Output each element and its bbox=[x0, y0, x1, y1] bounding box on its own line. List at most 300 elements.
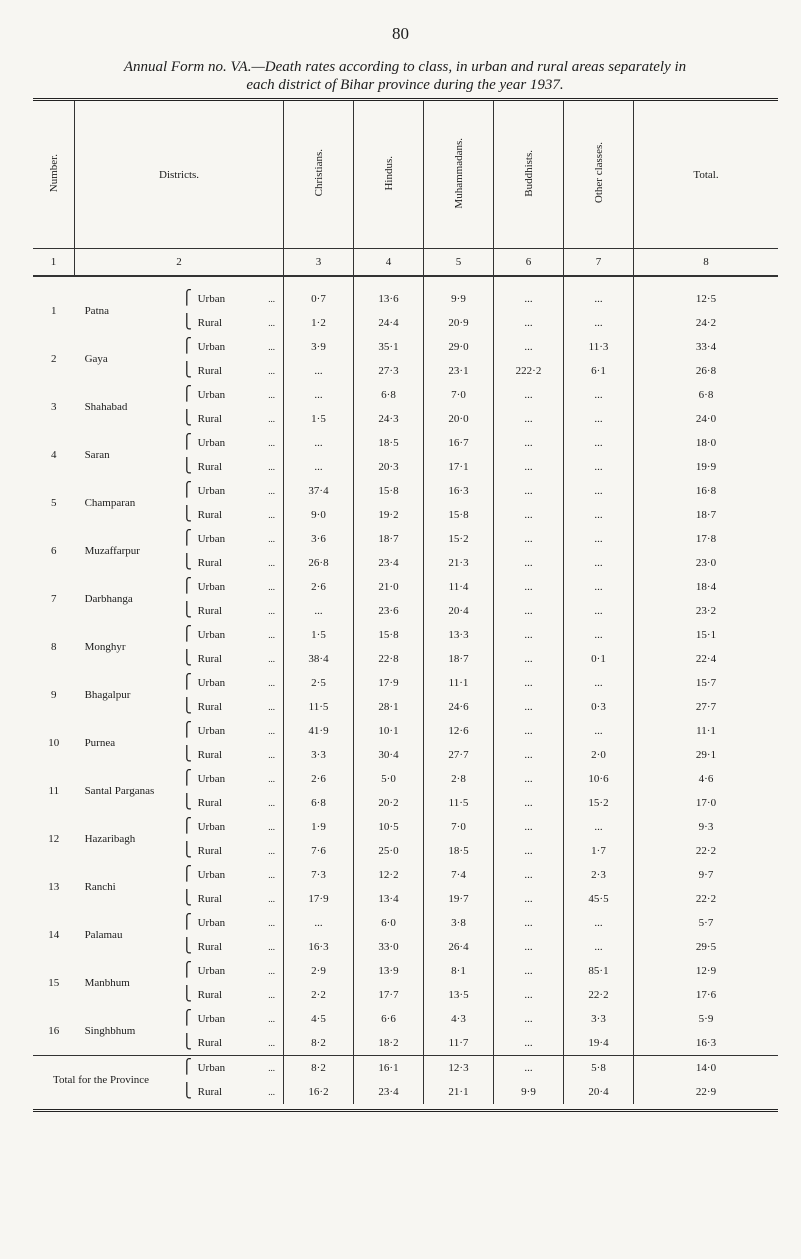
rate-cell: 4·3 bbox=[424, 1007, 494, 1031]
spacer-cell bbox=[564, 276, 634, 287]
row-number: 15 bbox=[48, 977, 60, 989]
rate-cell: 9·0 bbox=[284, 503, 354, 527]
leader-dots: ... bbox=[268, 990, 275, 1000]
page-number: 80 bbox=[392, 24, 409, 43]
rate-cell: 29·0 bbox=[424, 335, 494, 359]
rate-cell: 18·7 bbox=[354, 527, 424, 551]
rate-cell: 19·7 bbox=[424, 887, 494, 911]
rate-cell: 23·4 bbox=[354, 551, 424, 575]
leader-dots: ... bbox=[268, 798, 275, 808]
leader-dots: ... bbox=[268, 918, 275, 928]
column-number: 6 bbox=[494, 249, 564, 277]
rate-cell: 22·2 bbox=[634, 887, 779, 911]
rate-cell: 0·7 bbox=[284, 287, 354, 311]
rate-cell: 1·7 bbox=[564, 839, 634, 863]
brace-glyph: ⎧ bbox=[181, 627, 193, 642]
leader-dots: ... bbox=[268, 582, 275, 592]
area-type-label: Rural bbox=[197, 1086, 223, 1098]
area-type-cell bbox=[181, 383, 284, 407]
rate-cell: 10·6 bbox=[564, 767, 634, 791]
rate-cell: 21·1 bbox=[424, 1080, 494, 1104]
brace-glyph: ⎧ bbox=[181, 291, 193, 306]
rate-cell: ... bbox=[564, 527, 634, 551]
rate-cell: ... bbox=[494, 623, 564, 647]
rate-cell: 18·4 bbox=[634, 575, 779, 599]
rate-cell: 13·5 bbox=[424, 983, 494, 1007]
rate-cell: 27·7 bbox=[424, 743, 494, 767]
rate-cell: 13·9 bbox=[354, 959, 424, 983]
column-header-label: Muhammadans. bbox=[452, 137, 465, 209]
row-number: 9 bbox=[51, 689, 57, 701]
rate-cell: 6·1 bbox=[564, 359, 634, 383]
brace-glyph: ⎧ bbox=[181, 339, 193, 354]
rate-cell: 17·7 bbox=[354, 983, 424, 1007]
rate-cell: ... bbox=[494, 479, 564, 503]
column-header bbox=[75, 101, 284, 249]
area-type-label: Rural bbox=[197, 941, 223, 953]
rate-cell: 23·1 bbox=[424, 359, 494, 383]
area-type-label: Urban bbox=[197, 1013, 226, 1025]
rate-cell: 33·4 bbox=[634, 335, 779, 359]
rate-cell: 26·8 bbox=[634, 359, 779, 383]
district-name: Patna bbox=[84, 305, 110, 317]
area-type-cell bbox=[181, 863, 284, 887]
district-name: Hazaribagh bbox=[84, 833, 136, 845]
rate-cell: 16·7 bbox=[424, 431, 494, 455]
district-name: Manbhum bbox=[84, 977, 130, 989]
rate-cell: 4·6 bbox=[634, 767, 779, 791]
area-type-cell bbox=[181, 791, 284, 815]
rate-cell: ... bbox=[564, 623, 634, 647]
rate-cell: 45·5 bbox=[564, 887, 634, 911]
column-header bbox=[424, 101, 494, 249]
leader-dots: ... bbox=[268, 966, 275, 976]
area-type-cell bbox=[181, 1031, 284, 1056]
rate-cell: 15·1 bbox=[634, 623, 779, 647]
rate-cell: 1·5 bbox=[284, 623, 354, 647]
rate-cell: 4·5 bbox=[284, 1007, 354, 1031]
area-type-cell bbox=[181, 743, 284, 767]
rate-cell: ... bbox=[494, 959, 564, 983]
rate-cell: 12·2 bbox=[354, 863, 424, 887]
rate-cell: 2·2 bbox=[284, 983, 354, 1007]
table-row-urban bbox=[33, 623, 778, 647]
brace-glyph: ⎩ bbox=[181, 891, 193, 906]
area-type-label: Rural bbox=[197, 845, 223, 857]
rate-cell: ... bbox=[284, 599, 354, 623]
leader-dots: ... bbox=[268, 774, 275, 784]
brace-glyph: ⎩ bbox=[181, 411, 193, 426]
table-row-urban bbox=[33, 1056, 778, 1081]
rate-cell: 35·1 bbox=[354, 335, 424, 359]
rate-cell: 6·8 bbox=[284, 791, 354, 815]
rate-cell: ... bbox=[494, 527, 564, 551]
rate-cell: 7·0 bbox=[424, 815, 494, 839]
rate-cell: 23·4 bbox=[354, 1080, 424, 1104]
area-type-label: Rural bbox=[197, 893, 223, 905]
brace-glyph: ⎧ bbox=[181, 771, 193, 786]
area-type-label: Rural bbox=[197, 605, 223, 617]
leader-dots: ... bbox=[268, 606, 275, 616]
rate-cell: ... bbox=[494, 743, 564, 767]
table-row-urban bbox=[33, 383, 778, 407]
rate-cell: 7·0 bbox=[424, 383, 494, 407]
brace-glyph: ⎧ bbox=[181, 1011, 193, 1026]
district-name: Muzaffarpur bbox=[84, 545, 140, 557]
rate-cell: 9·3 bbox=[634, 815, 779, 839]
area-type-cell bbox=[181, 695, 284, 719]
area-type-cell bbox=[181, 647, 284, 671]
rate-cell: 12·5 bbox=[634, 287, 779, 311]
brace-glyph: ⎧ bbox=[181, 915, 193, 930]
rate-cell: 3·3 bbox=[284, 743, 354, 767]
area-type-label: Urban bbox=[197, 917, 226, 929]
table-row-urban bbox=[33, 863, 778, 887]
title-line-2: each district of Bihar province during the year 1937. bbox=[246, 77, 564, 93]
rate-cell: ... bbox=[494, 287, 564, 311]
area-type-label: Rural bbox=[197, 365, 223, 377]
rate-cell: 11·7 bbox=[424, 1031, 494, 1056]
leader-dots: ... bbox=[268, 294, 275, 304]
leader-dots: ... bbox=[268, 534, 275, 544]
rate-cell: 24·2 bbox=[634, 311, 779, 335]
table-row-urban bbox=[33, 767, 778, 791]
area-type-cell bbox=[181, 935, 284, 959]
rate-cell: 19·9 bbox=[634, 455, 779, 479]
rate-cell: 0·3 bbox=[564, 695, 634, 719]
district-name: Purnea bbox=[84, 737, 116, 749]
brace-glyph: ⎧ bbox=[181, 723, 193, 738]
brace-glyph: ⎧ bbox=[181, 387, 193, 402]
area-type-label: Rural bbox=[197, 989, 223, 1001]
table-row-urban bbox=[33, 719, 778, 743]
rate-cell: 1·9 bbox=[284, 815, 354, 839]
rate-cell: 17·8 bbox=[634, 527, 779, 551]
column-header-label: Total. bbox=[693, 168, 719, 181]
column-header-label: Districts. bbox=[159, 168, 200, 181]
area-type-cell bbox=[181, 911, 284, 935]
area-type-label: Rural bbox=[197, 557, 223, 569]
rate-cell: 13·3 bbox=[424, 623, 494, 647]
brace-glyph: ⎧ bbox=[181, 579, 193, 594]
rate-cell: 22·2 bbox=[564, 983, 634, 1007]
rate-cell: ... bbox=[494, 695, 564, 719]
rate-cell: 7·3 bbox=[284, 863, 354, 887]
rate-cell: ... bbox=[564, 479, 634, 503]
table-row-urban bbox=[33, 431, 778, 455]
rate-cell: 5·9 bbox=[634, 1007, 779, 1031]
area-type-label: Urban bbox=[197, 389, 226, 401]
rate-cell: 5·0 bbox=[354, 767, 424, 791]
rate-cell: ... bbox=[494, 383, 564, 407]
area-type-cell bbox=[181, 1056, 284, 1081]
spacer-cell bbox=[424, 276, 494, 287]
rate-cell: 16·3 bbox=[284, 935, 354, 959]
rate-cell: 7·6 bbox=[284, 839, 354, 863]
leader-dots: ... bbox=[268, 486, 275, 496]
column-header-label: Number. bbox=[47, 153, 60, 193]
rate-cell: 16·3 bbox=[424, 479, 494, 503]
rate-cell: ... bbox=[494, 335, 564, 359]
column-header bbox=[284, 101, 354, 249]
rate-cell: ... bbox=[564, 719, 634, 743]
rate-cell: ... bbox=[494, 815, 564, 839]
area-type-cell bbox=[181, 287, 284, 311]
leader-dots: ... bbox=[268, 1014, 275, 1024]
district-name: Saran bbox=[84, 449, 110, 461]
area-type-label: Rural bbox=[197, 653, 223, 665]
rate-cell: ... bbox=[564, 935, 634, 959]
rate-cell: 22·2 bbox=[634, 839, 779, 863]
rate-cell: 222·2 bbox=[494, 359, 564, 383]
area-type-label: Urban bbox=[197, 341, 226, 353]
area-type-cell bbox=[181, 767, 284, 791]
rate-cell: ... bbox=[494, 887, 564, 911]
rate-cell: ... bbox=[564, 575, 634, 599]
rate-cell: 11·4 bbox=[424, 575, 494, 599]
rate-cell: 20·0 bbox=[424, 407, 494, 431]
area-type-cell bbox=[181, 983, 284, 1007]
rate-cell: ... bbox=[494, 791, 564, 815]
rate-cell: ... bbox=[284, 431, 354, 455]
rate-cell: 13·6 bbox=[354, 287, 424, 311]
rate-cell: 24·0 bbox=[634, 407, 779, 431]
leader-dots: ... bbox=[268, 846, 275, 856]
row-number: 6 bbox=[51, 545, 57, 557]
area-type-label: Urban bbox=[197, 725, 226, 737]
rate-cell: 33·0 bbox=[354, 935, 424, 959]
leader-dots: ... bbox=[268, 462, 275, 472]
rate-cell: 8·2 bbox=[284, 1031, 354, 1056]
brace-glyph: ⎧ bbox=[181, 1060, 193, 1075]
rate-cell: ... bbox=[494, 503, 564, 527]
table-row-urban bbox=[33, 479, 778, 503]
rate-cell: 15·8 bbox=[354, 623, 424, 647]
rate-cell: ... bbox=[564, 599, 634, 623]
leader-dots: ... bbox=[268, 654, 275, 664]
leader-dots: ... bbox=[268, 318, 275, 328]
rate-cell: 20·2 bbox=[354, 791, 424, 815]
rate-cell: 85·1 bbox=[564, 959, 634, 983]
column-header bbox=[354, 101, 424, 249]
column-header-label: Other classes. bbox=[592, 142, 605, 204]
column-number: 4 bbox=[354, 249, 424, 277]
spacer-cell bbox=[33, 276, 75, 287]
district-name: Champaran bbox=[84, 497, 136, 509]
row-number: 13 bbox=[48, 881, 60, 893]
row-number: 1 bbox=[51, 305, 57, 317]
rate-cell: 3·3 bbox=[564, 1007, 634, 1031]
rate-cell: 15·2 bbox=[424, 527, 494, 551]
area-type-cell bbox=[181, 311, 284, 335]
rate-cell: 30·4 bbox=[354, 743, 424, 767]
spacer-cell bbox=[284, 276, 354, 287]
rate-cell: ... bbox=[284, 359, 354, 383]
brace-glyph: ⎧ bbox=[181, 531, 193, 546]
column-header bbox=[494, 101, 564, 249]
rate-cell: 12·9 bbox=[634, 959, 779, 983]
rate-cell: 20·4 bbox=[424, 599, 494, 623]
area-type-cell bbox=[181, 407, 284, 431]
column-header bbox=[33, 101, 75, 249]
area-type-label: Urban bbox=[197, 629, 226, 641]
area-type-cell bbox=[181, 503, 284, 527]
leader-dots: ... bbox=[268, 510, 275, 520]
rate-cell: 12·3 bbox=[424, 1056, 494, 1081]
spacer-cell bbox=[494, 276, 564, 287]
area-type-label: Urban bbox=[197, 437, 226, 449]
rate-cell: ... bbox=[564, 431, 634, 455]
leader-dots: ... bbox=[268, 1038, 275, 1048]
rate-cell: 21·3 bbox=[424, 551, 494, 575]
district-name: Palamau bbox=[84, 929, 123, 941]
rate-cell: 17·6 bbox=[634, 983, 779, 1007]
row-number: 4 bbox=[51, 449, 57, 461]
rate-cell: 1·5 bbox=[284, 407, 354, 431]
table-row-urban bbox=[33, 527, 778, 551]
rate-cell: 23·2 bbox=[634, 599, 779, 623]
rate-cell: ... bbox=[564, 455, 634, 479]
leader-dots: ... bbox=[268, 942, 275, 952]
rate-cell: 16·1 bbox=[354, 1056, 424, 1081]
district-name: Gaya bbox=[84, 353, 108, 365]
rate-cell: 2·5 bbox=[284, 671, 354, 695]
rate-cell: 7·4 bbox=[424, 863, 494, 887]
rate-cell: 41·9 bbox=[284, 719, 354, 743]
column-number: 5 bbox=[424, 249, 494, 277]
brace-glyph: ⎩ bbox=[181, 459, 193, 474]
area-type-cell bbox=[181, 575, 284, 599]
area-type-cell bbox=[181, 551, 284, 575]
leader-dots: ... bbox=[268, 702, 275, 712]
rate-cell: ... bbox=[494, 935, 564, 959]
rate-cell: 27·7 bbox=[634, 695, 779, 719]
rate-cell: 16·3 bbox=[634, 1031, 779, 1056]
brace-glyph: ⎩ bbox=[181, 507, 193, 522]
table-row-urban bbox=[33, 287, 778, 311]
rate-cell: 9·9 bbox=[424, 287, 494, 311]
rate-cell: 2·6 bbox=[284, 575, 354, 599]
rate-cell: ... bbox=[494, 431, 564, 455]
row-number: 3 bbox=[51, 401, 57, 413]
leader-dots: ... bbox=[268, 870, 275, 880]
rate-cell: ... bbox=[564, 287, 634, 311]
rate-cell: 19·4 bbox=[564, 1031, 634, 1056]
area-type-cell bbox=[181, 959, 284, 983]
rate-cell: 23·6 bbox=[354, 599, 424, 623]
rate-cell: 6·8 bbox=[354, 383, 424, 407]
area-type-label: Rural bbox=[197, 701, 223, 713]
rate-cell: 18·0 bbox=[634, 431, 779, 455]
rate-cell: 15·8 bbox=[424, 503, 494, 527]
brace-glyph: ⎩ bbox=[181, 651, 193, 666]
spacer-cell bbox=[75, 276, 192, 287]
area-type-label: Urban bbox=[197, 293, 226, 305]
brace-glyph: ⎧ bbox=[181, 867, 193, 882]
area-type-cell bbox=[181, 671, 284, 695]
rate-cell: 3·9 bbox=[284, 335, 354, 359]
brace-glyph: ⎧ bbox=[181, 435, 193, 450]
brace-glyph: ⎩ bbox=[181, 555, 193, 570]
rate-cell: 22·8 bbox=[354, 647, 424, 671]
area-type-label: Rural bbox=[197, 797, 223, 809]
rate-cell: 18·7 bbox=[424, 647, 494, 671]
rate-cell: 14·0 bbox=[634, 1056, 779, 1081]
column-header-label: Christians. bbox=[312, 149, 325, 197]
rate-cell: 24·3 bbox=[354, 407, 424, 431]
leader-dots: ... bbox=[268, 630, 275, 640]
area-type-label: Urban bbox=[197, 773, 226, 785]
rate-cell: ... bbox=[494, 719, 564, 743]
rate-cell: 3·8 bbox=[424, 911, 494, 935]
brace-glyph: ⎧ bbox=[181, 963, 193, 978]
rate-cell: 11·3 bbox=[564, 335, 634, 359]
brace-glyph: ⎩ bbox=[181, 939, 193, 954]
leader-dots: ... bbox=[268, 366, 275, 376]
area-type-cell bbox=[181, 1007, 284, 1031]
rate-cell: 24·6 bbox=[424, 695, 494, 719]
rate-cell: 15·7 bbox=[634, 671, 779, 695]
area-type-cell bbox=[181, 719, 284, 743]
row-number: 10 bbox=[48, 737, 60, 749]
rate-cell: 13·4 bbox=[354, 887, 424, 911]
column-number: 3 bbox=[284, 249, 354, 277]
row-number: 2 bbox=[51, 353, 57, 365]
area-type-cell bbox=[181, 455, 284, 479]
row-number: 7 bbox=[51, 593, 57, 605]
rate-cell: 16·2 bbox=[284, 1080, 354, 1104]
brace-glyph: ⎩ bbox=[181, 315, 193, 330]
leader-dots: ... bbox=[268, 894, 275, 904]
district-name: Darbhanga bbox=[84, 593, 133, 605]
rate-cell: ... bbox=[494, 671, 564, 695]
rate-cell: ... bbox=[564, 383, 634, 407]
rate-cell: ... bbox=[494, 575, 564, 599]
row-number: 5 bbox=[51, 497, 57, 509]
table-row-urban bbox=[33, 959, 778, 983]
rate-cell: 24·4 bbox=[354, 311, 424, 335]
rate-cell: ... bbox=[494, 311, 564, 335]
rate-cell: 26·8 bbox=[284, 551, 354, 575]
area-type-cell bbox=[181, 359, 284, 383]
leader-dots: ... bbox=[268, 678, 275, 688]
brace-glyph: ⎧ bbox=[181, 675, 193, 690]
rate-cell: 18·5 bbox=[354, 431, 424, 455]
rate-cell: 18·7 bbox=[634, 503, 779, 527]
rate-cell: 2·3 bbox=[564, 863, 634, 887]
rate-cell: 5·8 bbox=[564, 1056, 634, 1081]
rate-cell: ... bbox=[564, 311, 634, 335]
rate-cell: ... bbox=[564, 551, 634, 575]
rate-cell: 21·0 bbox=[354, 575, 424, 599]
rate-cell: 2·9 bbox=[284, 959, 354, 983]
rate-cell: 3·6 bbox=[284, 527, 354, 551]
rate-cell: 18·5 bbox=[424, 839, 494, 863]
rate-cell: 8·1 bbox=[424, 959, 494, 983]
leader-dots: ... bbox=[268, 390, 275, 400]
brace-glyph: ⎩ bbox=[181, 363, 193, 378]
rate-cell: 6·6 bbox=[354, 1007, 424, 1031]
leader-dots: ... bbox=[268, 750, 275, 760]
column-header bbox=[634, 101, 779, 249]
leader-dots: ... bbox=[268, 438, 275, 448]
rate-cell: ... bbox=[494, 863, 564, 887]
brace-glyph: ⎩ bbox=[181, 1035, 193, 1050]
rate-cell: 15·8 bbox=[354, 479, 424, 503]
rate-cell: 10·1 bbox=[354, 719, 424, 743]
leader-dots: ... bbox=[268, 726, 275, 736]
rate-cell: 9·9 bbox=[494, 1080, 564, 1104]
